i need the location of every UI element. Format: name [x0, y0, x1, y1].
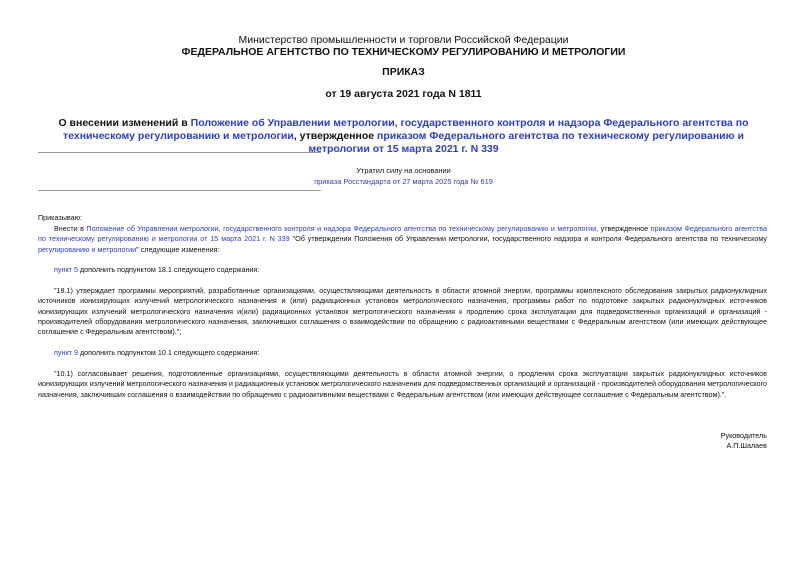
signature-block — [600, 431, 767, 452]
p1-text-d: " следующие изменения: — [136, 244, 220, 254]
document-date: от 19 августа 2021 года N 1811 — [325, 88, 482, 100]
status-text: Утратил силу на основании — [356, 166, 451, 175]
p1-link-order[interactable]: приказом Федерального агентства по техническому регулированию и метрологии от 15 марта 2021 г. N 339 — [38, 224, 767, 244]
signature-role: Руководитель — [720, 431, 767, 440]
p1-link-metrology[interactable]: регулированию и метрологии — [38, 244, 137, 254]
divider-top — [38, 152, 321, 153]
ministry-name: Министерство промышленности и торговли Российской Федерации — [238, 34, 569, 46]
p1-text-a: Внести в — [54, 224, 87, 233]
paragraph-2 — [38, 265, 767, 275]
paragraph-4 — [38, 348, 767, 358]
paragraph-3: "18.1) утверждает программы мероприятий, разработанные организациями, осуществляющими деятельность в области атомной энергии, программы комплексного обследования закрытых радионуклидных источников ионизирующих излучений метрологического назначения и (или) радиационных установок метрологического назначения, программы работ по подготовке закрытых радионуклидных источников ионизирующих излучений метрологического назначения и(или) радиационных установок метрологического назначения к продлению срока эксплуатации для подведомственных организаций и организаций - производителей оборудования метрологического назначения, заключивших соглашения о взаимодействии по обращению с радиоактивными веществами с Федеральным агентством (или имеющих действующее соглашение с Федеральным агентством)."; — [38, 286, 767, 337]
status-note — [300, 165, 507, 187]
signature-name: А.П.Шалаев — [726, 441, 767, 451]
p2-text: дополнить подпунктом 18.1 следующего содержания: — [77, 265, 260, 274]
document-header — [0, 34, 807, 58]
order-word: Приказываю: — [38, 213, 82, 222]
agency-name: ФЕДЕРАЛЬНОЕ АГЕНТСТВО ПО ТЕХНИЧЕСКОМУ РЕГУЛИРОВАНИЮ И МЕТРОЛОГИИ — [181, 46, 626, 58]
status-link[interactable]: приказа Росстандарта от 27 марта 2025 года № 619 — [314, 177, 493, 186]
title-middle: , утвержденное — [293, 130, 378, 142]
title-link-regulation[interactable]: Положение об Управлении метрологии, государственного контроля и надзора Федерального агентства по техническому регулированию и метрологии — [63, 117, 749, 142]
paragraph-5: "10.1) согласовывает решения, подготовленные организациями, осуществляющими деятельность в области атомной энергии, о продлении срока эксплуатации закрытых радионуклидных источников ионизирующих излучений метрологического назначения и радиационных установок метрологического назначения для подведомственных организаций и организаций - производителей оборудования метрологического назначения, заключивших соглашения о взаимодействии по обращению с радиоактивными веществами с Федеральным агентством (или имеющих действующее соглашение с Федеральным агентством).". — [38, 369, 767, 399]
document-title — [36, 117, 771, 156]
paragraph-1 — [38, 224, 767, 255]
title-prefix: О внесении изменений в — [58, 117, 191, 129]
p1-text-b: , утвержденное — [596, 224, 651, 233]
divider-bottom — [38, 190, 321, 191]
p4-link-point9[interactable]: пункт 9 — [54, 348, 78, 357]
title-link-order[interactable]: приказом Федерального агентства по техническому регулированию и метрологии от 15 марта 2021 г. N 339 — [308, 130, 744, 155]
p1-link-regulation[interactable]: Положение об Управлении метрологии, государственного контроля и надзора Федерального агентства по техническому регулированию и метрологии — [86, 224, 597, 233]
p2-link-point5[interactable]: пункт 5 — [54, 265, 78, 274]
document-type: ПРИКАЗ — [382, 66, 425, 78]
p4-text: дополнить подпунктом 10.1 следующего содержания: — [77, 348, 260, 357]
p1-text-c: "Об утверждении Положения об Управлении метрологии, государственного надзора и контроля Федерального агентства по техническому — [289, 234, 767, 244]
